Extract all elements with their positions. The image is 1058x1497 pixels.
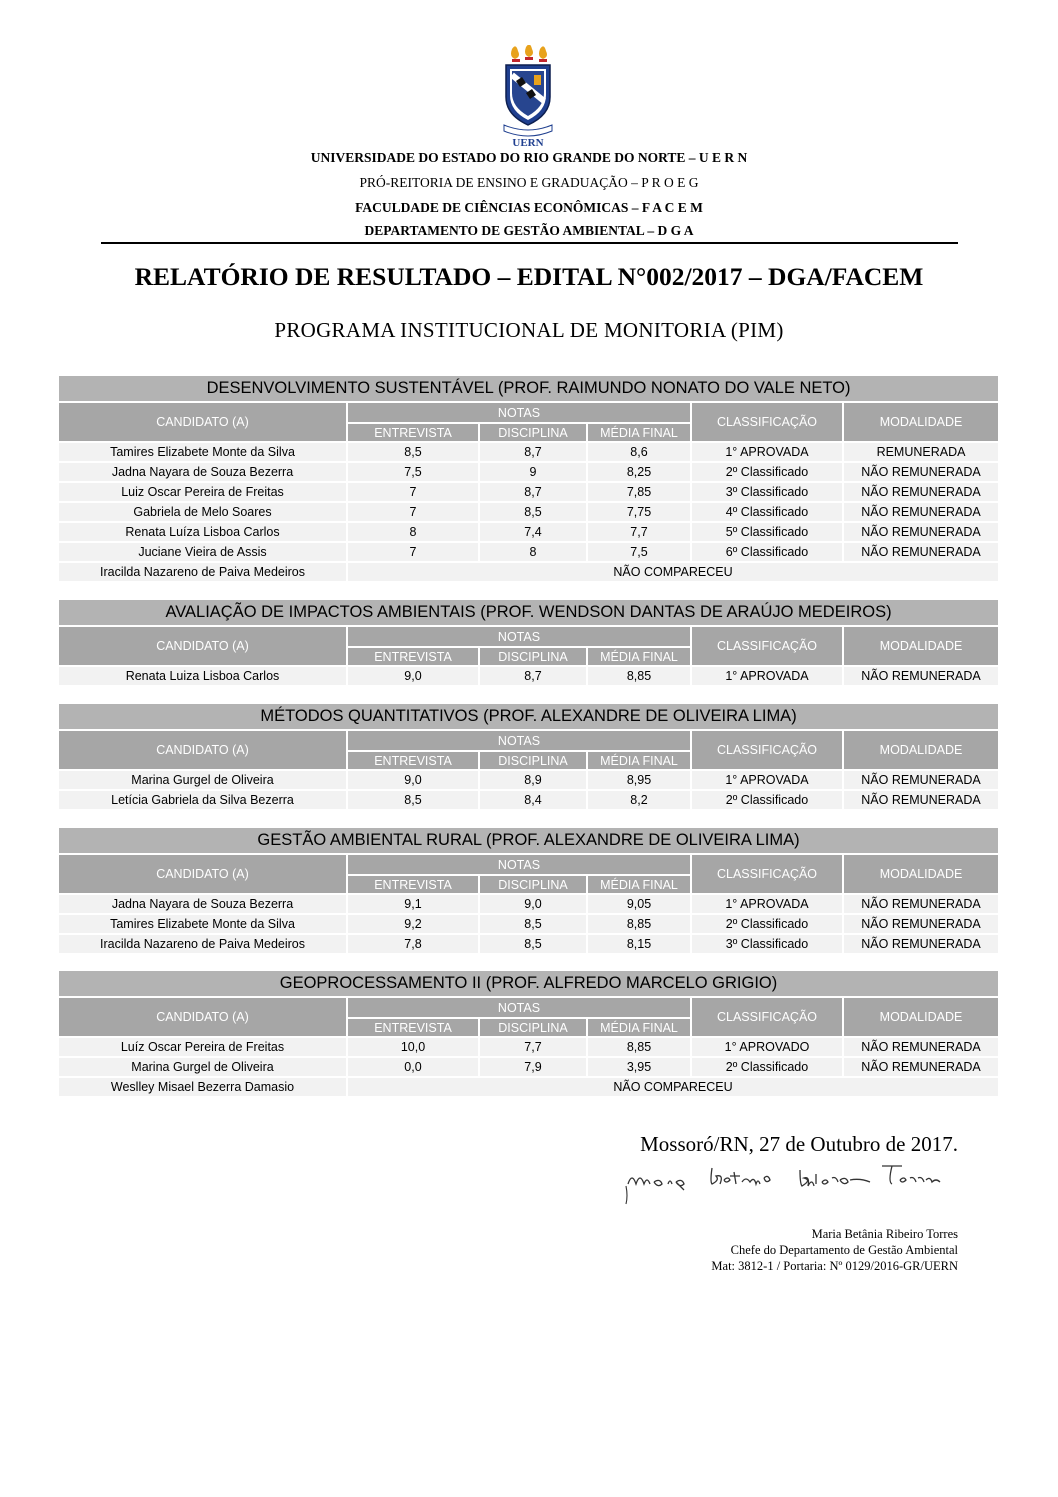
table-row — [59, 1036, 998, 1056]
classification: 2º Classificado — [692, 913, 844, 933]
section-title-row — [59, 971, 998, 996]
modality: NÃO REMUNERADA — [844, 1056, 998, 1076]
score-media-final: 3,95 — [588, 1056, 692, 1076]
col-candidato: CANDIDATO (A) — [59, 625, 348, 665]
score-disciplina: 7,4 — [480, 521, 588, 541]
score-disciplina: 8,5 — [480, 501, 588, 521]
header-row — [59, 401, 998, 422]
score-entrevista: 8 — [348, 521, 480, 541]
col-media-final: MÉDIA FINAL — [588, 422, 692, 441]
candidate-name: Jadna Nayara de Souza Bezerra — [59, 893, 348, 913]
score-entrevista: 9,2 — [348, 913, 480, 933]
score-entrevista: 9,0 — [348, 665, 480, 685]
classification: 2º Classificado — [692, 461, 844, 481]
score-media-final: 8,15 — [588, 933, 692, 953]
col-candidato: CANDIDATO (A) — [59, 401, 348, 441]
section-title-row — [59, 376, 998, 401]
header-department: DEPARTAMENTO DE GESTÃO AMBIENTAL – D G A — [364, 223, 694, 238]
candidate-name: Renata Luiza Lisboa Carlos — [59, 665, 348, 685]
section-title: AVALIAÇÃO DE IMPACTOS AMBIENTAIS (PROF. WENDSON DANTAS DE ARAÚJO MEDEIROS) — [59, 600, 998, 625]
header-divider — [101, 242, 958, 244]
col-classificacao: CLASSIFICAÇÃO — [692, 401, 844, 441]
col-classificacao: CLASSIFICAÇÃO — [692, 996, 844, 1036]
section-title: DESENVOLVIMENTO SUSTENTÁVEL (PROF. RAIMUNDO NONATO DO VALE NETO) — [59, 376, 998, 401]
col-media-final: MÉDIA FINAL — [588, 1017, 692, 1036]
col-media-final: MÉDIA FINAL — [588, 750, 692, 769]
score-media-final: 7,85 — [588, 481, 692, 501]
table-row — [59, 521, 998, 541]
col-candidato: CANDIDATO (A) — [59, 853, 348, 893]
header-proeg: PRÓ-REITORIA DE ENSINO E GRADUAÇÃO – P R O E G — [359, 175, 699, 190]
results-table — [59, 971, 998, 1096]
table-row — [59, 501, 998, 521]
candidate-name: Jadna Nayara de Souza Bezerra — [59, 461, 348, 481]
svg-text:UERN: UERN — [512, 137, 544, 149]
classification: 3º Classificado — [692, 933, 844, 953]
modality: NÃO REMUNERADA — [844, 789, 998, 809]
col-entrevista: ENTREVISTA — [348, 750, 480, 769]
score-entrevista: 7 — [348, 541, 480, 561]
col-modalidade: MODALIDADE — [844, 401, 998, 441]
score-disciplina: 8,4 — [480, 789, 588, 809]
section-2 — [59, 600, 998, 685]
header-row — [59, 996, 998, 1017]
section-4 — [59, 828, 998, 953]
candidate-name: Renata Luíza Lisboa Carlos — [59, 521, 348, 541]
col-modalidade: MODALIDADE — [844, 625, 998, 665]
signature-block — [560, 1226, 958, 1274]
date-line: Mossoró/RN, 27 de Outubro de 2017. — [640, 1132, 958, 1156]
results-table — [59, 828, 998, 953]
candidate-name: Letícia Gabriela da Silva Bezerra — [59, 789, 348, 809]
section-title-row — [59, 704, 998, 729]
col-candidato: CANDIDATO (A) — [59, 996, 348, 1036]
table-row — [59, 1056, 998, 1076]
handwritten-signature — [620, 1156, 950, 1206]
score-entrevista: 7,8 — [348, 933, 480, 953]
score-entrevista: 8,5 — [348, 441, 480, 461]
section-3 — [59, 704, 998, 809]
section-title: MÉTODOS QUANTITATIVOS (PROF. ALEXANDRE DE OLIVEIRA LIMA) — [59, 704, 998, 729]
col-disciplina: DISCIPLINA — [480, 422, 588, 441]
table-row — [59, 1076, 998, 1096]
section-5 — [59, 971, 998, 1096]
score-media-final: 7,75 — [588, 501, 692, 521]
score-disciplina: 8,9 — [480, 769, 588, 789]
section-title: GESTÃO AMBIENTAL RURAL (PROF. ALEXANDRE DE OLIVEIRA LIMA) — [59, 828, 998, 853]
score-disciplina: 7,9 — [480, 1056, 588, 1076]
candidate-name: Marina Gurgel de Oliveira — [59, 769, 348, 789]
score-disciplina: 8,5 — [480, 913, 588, 933]
classification: 1° APROVADA — [692, 665, 844, 685]
candidate-name: Iracilda Nazareno de Paiva Medeiros — [59, 933, 348, 953]
table-row — [59, 789, 998, 809]
classification: 3º Classificado — [692, 481, 844, 501]
score-entrevista: 7,5 — [348, 461, 480, 481]
classification: 6º Classificado — [692, 541, 844, 561]
col-modalidade: MODALIDADE — [844, 729, 998, 769]
signer-registration: Mat: 3812-1 / Portaria: Nº 0129/2016-GR/UERN — [711, 1259, 958, 1273]
candidate-name: Juciane Vieira de Assis — [59, 541, 348, 561]
table-row — [59, 481, 998, 501]
status-cell: NÃO COMPARECEU — [348, 1076, 998, 1096]
score-disciplina: 8,7 — [480, 665, 588, 685]
table-row — [59, 561, 998, 581]
col-notas: NOTAS — [348, 625, 692, 646]
col-media-final: MÉDIA FINAL — [588, 646, 692, 665]
col-entrevista: ENTREVISTA — [348, 646, 480, 665]
header-faculty: FACULDADE DE CIÊNCIAS ECONÔMICAS – F A C E M — [355, 200, 703, 215]
report-title: RELATÓRIO DE RESULTADO – EDITAL N°002/2017 – DGA/FACEM — [134, 262, 924, 291]
modality: NÃO REMUNERADA — [844, 769, 998, 789]
candidate-name: Tamires Elizabete Monte da Silva — [59, 913, 348, 933]
classification: 5º Classificado — [692, 521, 844, 541]
modality: NÃO REMUNERADA — [844, 665, 998, 685]
score-media-final: 7,5 — [588, 541, 692, 561]
modality: NÃO REMUNERADA — [844, 501, 998, 521]
signer-name: Maria Betânia Ribeiro Torres — [811, 1227, 958, 1241]
col-notas: NOTAS — [348, 729, 692, 750]
score-media-final: 8,6 — [588, 441, 692, 461]
score-media-final: 7,7 — [588, 521, 692, 541]
col-candidato: CANDIDATO (A) — [59, 729, 348, 769]
classification: 2º Classificado — [692, 1056, 844, 1076]
table-row — [59, 441, 998, 461]
score-media-final: 8,25 — [588, 461, 692, 481]
header-university: UNIVERSIDADE DO ESTADO DO RIO GRANDE DO NORTE – U E R N — [310, 150, 748, 165]
report-subtitle: PROGRAMA INSTITUCIONAL DE MONITORIA (PIM) — [274, 318, 784, 342]
table-row — [59, 541, 998, 561]
header-row — [59, 853, 998, 874]
candidate-name: Gabriela de Melo Soares — [59, 501, 348, 521]
torch-icon — [511, 45, 547, 62]
table-row — [59, 769, 998, 789]
col-entrevista: ENTREVISTA — [348, 874, 480, 893]
col-modalidade: MODALIDADE — [844, 996, 998, 1036]
header-row — [59, 625, 998, 646]
modality: NÃO REMUNERADA — [844, 541, 998, 561]
table-row — [59, 665, 998, 685]
section-title: GEOPROCESSAMENTO II (PROF. ALFREDO MARCELO GRIGIO) — [59, 971, 998, 996]
classification: 4º Classificado — [692, 501, 844, 521]
score-entrevista: 10,0 — [348, 1036, 480, 1056]
score-disciplina: 8,7 — [480, 481, 588, 501]
modality: NÃO REMUNERADA — [844, 521, 998, 541]
signer-role: Chefe do Departamento de Gestão Ambiental — [730, 1243, 958, 1257]
col-entrevista: ENTREVISTA — [348, 1017, 480, 1036]
score-disciplina: 8,5 — [480, 933, 588, 953]
results-table — [59, 600, 998, 685]
score-entrevista: 8,5 — [348, 789, 480, 809]
classification: 1° APROVADA — [692, 893, 844, 913]
col-media-final: MÉDIA FINAL — [588, 874, 692, 893]
classification: 2º Classificado — [692, 789, 844, 809]
score-disciplina: 9,0 — [480, 893, 588, 913]
score-entrevista: 0,0 — [348, 1056, 480, 1076]
col-notas: NOTAS — [348, 401, 692, 422]
score-media-final: 8,95 — [588, 769, 692, 789]
score-media-final: 9,05 — [588, 893, 692, 913]
classification: 1° APROVADA — [692, 441, 844, 461]
score-disciplina: 9 — [480, 461, 588, 481]
score-disciplina: 7,7 — [480, 1036, 588, 1056]
candidate-name: Iracilda Nazareno de Paiva Medeiros — [59, 561, 348, 581]
section-title-row — [59, 828, 998, 853]
score-entrevista: 9,1 — [348, 893, 480, 913]
classification: 1° APROVADO — [692, 1036, 844, 1056]
candidate-name: Marina Gurgel de Oliveira — [59, 1056, 348, 1076]
modality: NÃO REMUNERADA — [844, 481, 998, 501]
modality: NÃO REMUNERADA — [844, 913, 998, 933]
col-notas: NOTAS — [348, 853, 692, 874]
col-disciplina: DISCIPLINA — [480, 750, 588, 769]
uern-coat-of-arms-logo — [498, 45, 558, 150]
table-row — [59, 461, 998, 481]
modality: NÃO REMUNERADA — [844, 1036, 998, 1056]
modality: REMUNERADA — [844, 441, 998, 461]
modality: NÃO REMUNERADA — [844, 893, 998, 913]
col-disciplina: DISCIPLINA — [480, 646, 588, 665]
section-1 — [59, 376, 998, 581]
score-media-final: 8,85 — [588, 913, 692, 933]
col-disciplina: DISCIPLINA — [480, 1017, 588, 1036]
score-entrevista: 9,0 — [348, 769, 480, 789]
col-classificacao: CLASSIFICAÇÃO — [692, 625, 844, 665]
candidate-name: Luíz Oscar Pereira de Freitas — [59, 1036, 348, 1056]
score-entrevista: 7 — [348, 481, 480, 501]
col-entrevista: ENTREVISTA — [348, 422, 480, 441]
col-notas: NOTAS — [348, 996, 692, 1017]
modality: NÃO REMUNERADA — [844, 461, 998, 481]
table-row — [59, 893, 998, 913]
candidate-name: Luiz Oscar Pereira de Freitas — [59, 481, 348, 501]
score-entrevista: 7 — [348, 501, 480, 521]
results-table — [59, 376, 998, 581]
col-classificacao: CLASSIFICAÇÃO — [692, 853, 844, 893]
col-classificacao: CLASSIFICAÇÃO — [692, 729, 844, 769]
header-row — [59, 729, 998, 750]
table-row — [59, 933, 998, 953]
candidate-name: Tamires Elizabete Monte da Silva — [59, 441, 348, 461]
results-table — [59, 704, 998, 809]
col-disciplina: DISCIPLINA — [480, 874, 588, 893]
candidate-name: Weslley Misael Bezerra Damasio — [59, 1076, 348, 1096]
section-title-row — [59, 600, 998, 625]
col-modalidade: MODALIDADE — [844, 853, 998, 893]
score-disciplina: 8 — [480, 541, 588, 561]
score-media-final: 8,85 — [588, 1036, 692, 1056]
classification: 1° APROVADA — [692, 769, 844, 789]
table-row — [59, 913, 998, 933]
modality: NÃO REMUNERADA — [844, 933, 998, 953]
score-disciplina: 8,7 — [480, 441, 588, 461]
score-media-final: 8,85 — [588, 665, 692, 685]
status-cell: NÃO COMPARECEU — [348, 561, 998, 581]
score-media-final: 8,2 — [588, 789, 692, 809]
